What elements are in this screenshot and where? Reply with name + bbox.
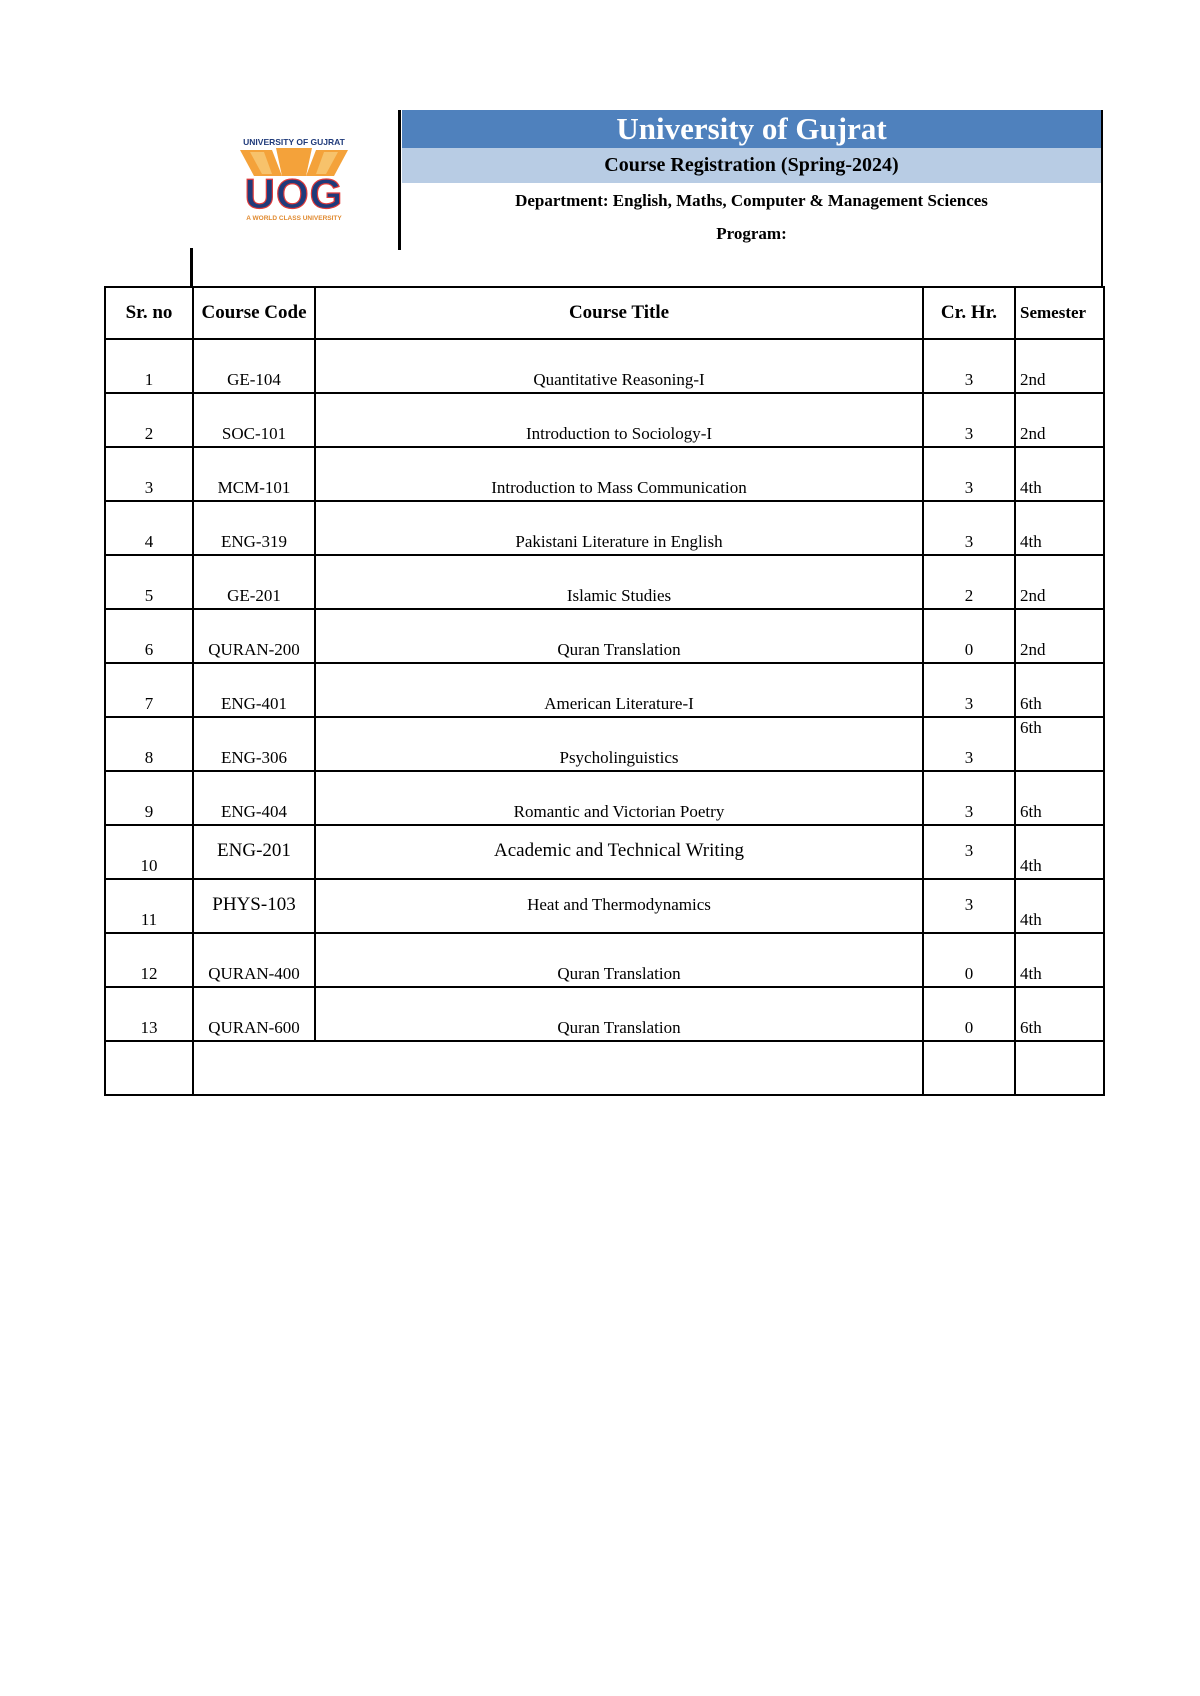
table-row [105,447,1104,501]
cell-code: QURAN-600 [193,987,315,1041]
cell-semester: 2nd [1015,393,1104,447]
cell-cr: 0 [923,987,1015,1041]
cell-cr: 3 [923,663,1015,717]
cell-cr: 3 [923,501,1015,555]
table-row [105,555,1104,609]
cell-semester: 4th [1015,825,1104,879]
table-row [105,339,1104,393]
empty-cell [105,1041,193,1095]
department-line: Department: English, Maths, Computer & Management Sciences [515,191,988,210]
cell-sr: 9 [105,771,193,825]
col-header-semester: Semester [1015,287,1104,339]
cell-code: GE-201 [193,555,315,609]
cell-cr: 3 [923,825,1015,879]
cell-title: American Literature-I [315,663,923,717]
cell-title: Quran Translation [315,609,923,663]
cell-sr: 3 [105,447,193,501]
cell-sr: 1 [105,339,193,393]
cell-title: Academic and Technical Writing [315,825,923,879]
empty-cell [923,1041,1015,1095]
table-row [105,825,1104,879]
col-header-sr: Sr. no [105,287,193,339]
cell-code: SOC-101 [193,393,315,447]
table-row [105,879,1104,933]
cell-cr: 3 [923,771,1015,825]
empty-cell [193,1041,923,1095]
cell-code: GE-104 [193,339,315,393]
cell-code: QURAN-200 [193,609,315,663]
cell-title: Quantitative Reasoning-I [315,339,923,393]
cell-title: Islamic Studies [315,555,923,609]
cell-title: Pakistani Literature in English [315,501,923,555]
cell-title: Quran Translation [315,933,923,987]
cell-sr: 8 [105,717,193,771]
cell-cr: 2 [923,555,1015,609]
cell-code: MCM-101 [193,447,315,501]
cell-cr: 3 [923,717,1015,771]
cell-sr: 4 [105,501,193,555]
cell-title: Quran Translation [315,987,923,1041]
cell-cr: 3 [923,393,1015,447]
cell-semester: 4th [1015,933,1104,987]
cell-title: Introduction to Sociology-I [315,393,923,447]
cell-semester: 4th [1015,879,1104,933]
table-row-empty [105,1041,1104,1095]
logo-tagline: A WORLD CLASS UNIVERSITY [246,215,342,222]
course-table [104,286,1105,1096]
cell-semester: 6th [1015,987,1104,1041]
table-row [105,663,1104,717]
cell-sr: 6 [105,609,193,663]
cell-sr: 13 [105,987,193,1041]
cell-semester: 6th [1015,717,1104,771]
cell-semester: 2nd [1015,339,1104,393]
logo-mark: UOG [244,170,344,217]
table-row [105,393,1104,447]
header-divider-lower [190,248,193,288]
table-row [105,717,1104,771]
header-divider-right [1101,110,1103,287]
cell-code: ENG-319 [193,501,315,555]
cell-sr: 12 [105,933,193,987]
cell-cr: 0 [923,933,1015,987]
university-logo [210,136,378,226]
cell-sr: 10 [105,825,193,879]
cell-semester: 6th [1015,663,1104,717]
cell-semester: 2nd [1015,609,1104,663]
cell-code: ENG-201 [193,825,315,879]
table-row [105,987,1104,1041]
cell-title: Romantic and Victorian Poetry [315,771,923,825]
cell-semester: 2nd [1015,555,1104,609]
cell-code: ENG-306 [193,717,315,771]
cell-semester: 4th [1015,447,1104,501]
cell-code: QURAN-400 [193,933,315,987]
col-header-title: Course Title [315,287,923,339]
cell-code: ENG-404 [193,771,315,825]
cell-code: PHYS-103 [193,879,315,933]
cell-cr: 0 [923,609,1015,663]
col-header-cr: Cr. Hr. [923,287,1015,339]
col-header-code: Course Code [193,287,315,339]
registration-title: Course Registration (Spring-2024) [402,148,1101,183]
table-header-row [105,287,1104,339]
cell-cr: 3 [923,339,1015,393]
cell-cr: 3 [923,879,1015,933]
university-title: University of Gujrat [402,110,1101,148]
cell-semester: 6th [1015,771,1104,825]
logo-top-text: UNIVERSITY OF GUJRAT [243,137,345,147]
cell-code: ENG-401 [193,663,315,717]
cell-sr: 2 [105,393,193,447]
cell-title: Heat and Thermodynamics [315,879,923,933]
table-row [105,501,1104,555]
table-row [105,933,1104,987]
program-line: Program: [716,224,787,243]
cell-sr: 11 [105,879,193,933]
cell-cr: 3 [923,447,1015,501]
cell-sr: 7 [105,663,193,717]
cell-semester: 4th [1015,501,1104,555]
header-divider-left [398,110,401,250]
cell-title: Psycholinguistics [315,717,923,771]
empty-cell [1015,1041,1104,1095]
cell-title: Introduction to Mass Communication [315,447,923,501]
table-row [105,771,1104,825]
table-row [105,609,1104,663]
cell-sr: 5 [105,555,193,609]
